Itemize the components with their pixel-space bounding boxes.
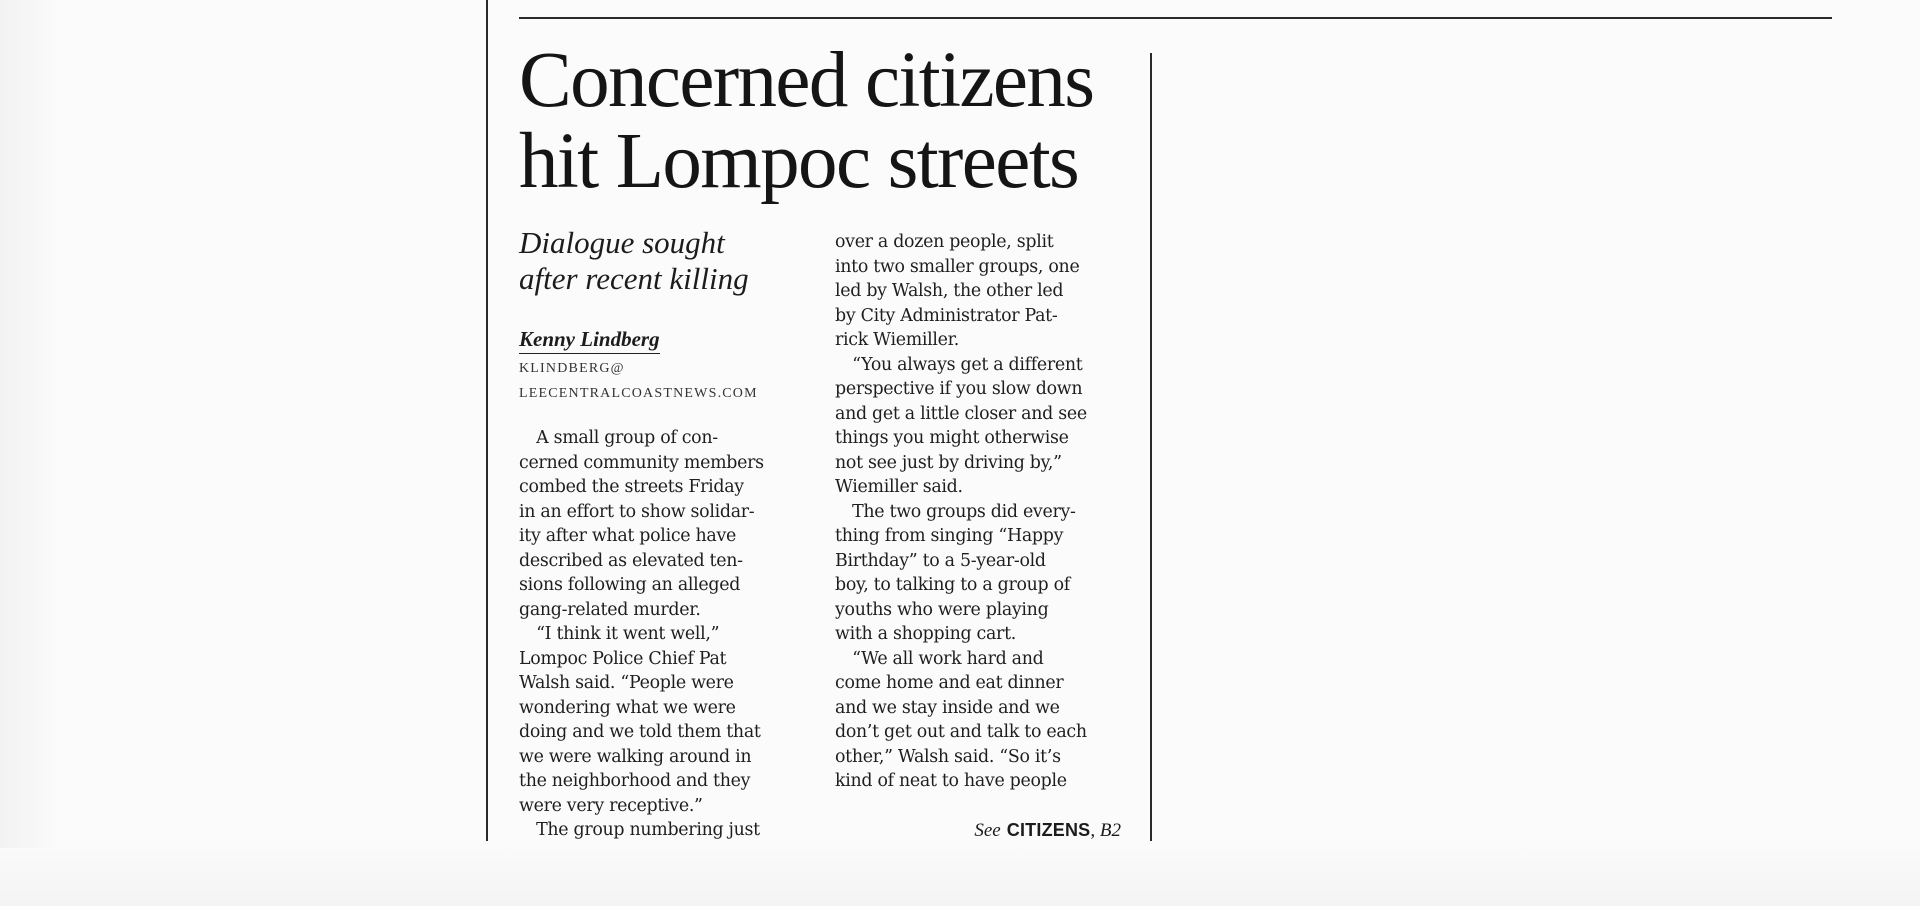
body-column-2 <box>835 230 1135 794</box>
body-text-line: doing and we told them that <box>519 722 761 742</box>
body-text-line: A small group of con- <box>519 428 718 448</box>
body-text-line: Walsh said. “People were <box>519 673 734 693</box>
body-text-line: other,” Walsh said. “So it’s <box>835 746 1061 767</box>
body-column-1 <box>519 426 819 843</box>
body-text-line: by City Administrator Pat- <box>835 305 1058 326</box>
headline <box>519 37 1139 205</box>
body-text-line: were very receptive.” <box>519 795 703 816</box>
body-text-line: The two groups did every- <box>835 501 1076 522</box>
left-column-rule <box>486 0 488 841</box>
body-text-line: Lompoc Police Chief Pat <box>519 648 727 669</box>
scan-bottom-shadow <box>0 848 1920 906</box>
body-text-line: ity after what police have <box>519 526 736 546</box>
byline-author: Kenny Lindberg <box>519 326 660 354</box>
jump-page: , B2 <box>1090 820 1121 841</box>
body-text-line: Birthday” to a 5-year-old <box>835 550 1046 571</box>
body-text-line: “We all work hard and <box>835 648 1044 669</box>
body-text-line: with a shopping cart. <box>835 624 1016 644</box>
body-text-line: wondering what we were <box>519 697 736 718</box>
jump-line <box>835 818 1121 843</box>
body-text-line: Wiemiller said. <box>835 477 963 497</box>
body-text-line: rick Wiemiller. <box>835 330 960 350</box>
body-text-line: gang-related murder. <box>519 599 701 620</box>
jump-see: See <box>974 820 1001 841</box>
body-text-line: The group numbering just <box>519 820 760 840</box>
byline-email-line: LEECENTRALCOASTNEWS.COM <box>519 386 758 401</box>
right-column-rule <box>1150 53 1152 841</box>
body-text-line: described as elevated ten- <box>519 550 743 571</box>
body-text-line: combed the streets Friday <box>519 477 744 497</box>
headline-line: Concerned citizens <box>519 37 1094 124</box>
subheadline-line: Dialogue sought <box>519 225 725 260</box>
body-text-line: over a dozen people, split <box>835 232 1054 252</box>
body-text-line: not see just by driving by,” <box>835 452 1062 473</box>
body-text-line: the neighborhood and they <box>519 771 751 791</box>
body-text-line: come home and eat dinner <box>835 673 1064 693</box>
body-text-line: kind of neat to have people <box>835 771 1067 791</box>
top-rule <box>519 17 1832 19</box>
body-text-line: boy, to talking to a group of <box>835 575 1070 595</box>
body-text-line: “I think it went well,” <box>519 624 720 644</box>
body-text-line: sions following an alleged <box>519 575 741 595</box>
body-text-line: and we stay inside and we <box>835 697 1060 718</box>
body-text-line: led by Walsh, the other led <box>835 281 1064 301</box>
body-text-line: and get a little closer and see <box>835 403 1087 424</box>
byline-email <box>519 356 758 406</box>
subheadline-line: after recent killing <box>519 261 749 296</box>
body-text-line: perspective if you slow down <box>835 379 1083 399</box>
body-text-line: youths who were playing <box>835 599 1049 620</box>
body-text-line: “You always get a different <box>835 354 1083 375</box>
scan-margin-shadow <box>0 0 55 906</box>
headline-line: hit Lompoc streets <box>519 118 1079 205</box>
body-text-line: thing from singing “Happy <box>835 526 1064 546</box>
subheadline <box>519 225 809 297</box>
body-text-line: into two smaller groups, one <box>835 256 1080 277</box>
body-text-line: we were walking around in <box>519 746 752 767</box>
jump-keyword: CITIZENS <box>1006 820 1091 840</box>
body-text-line: don’t get out and talk to each <box>835 722 1087 742</box>
body-text-line: things you might otherwise <box>835 428 1069 448</box>
body-text-line: in an effort to show solidar- <box>519 501 755 522</box>
body-text-line: cerned community members <box>519 452 764 473</box>
byline-email-line: KLINDBERG@ <box>519 361 625 376</box>
